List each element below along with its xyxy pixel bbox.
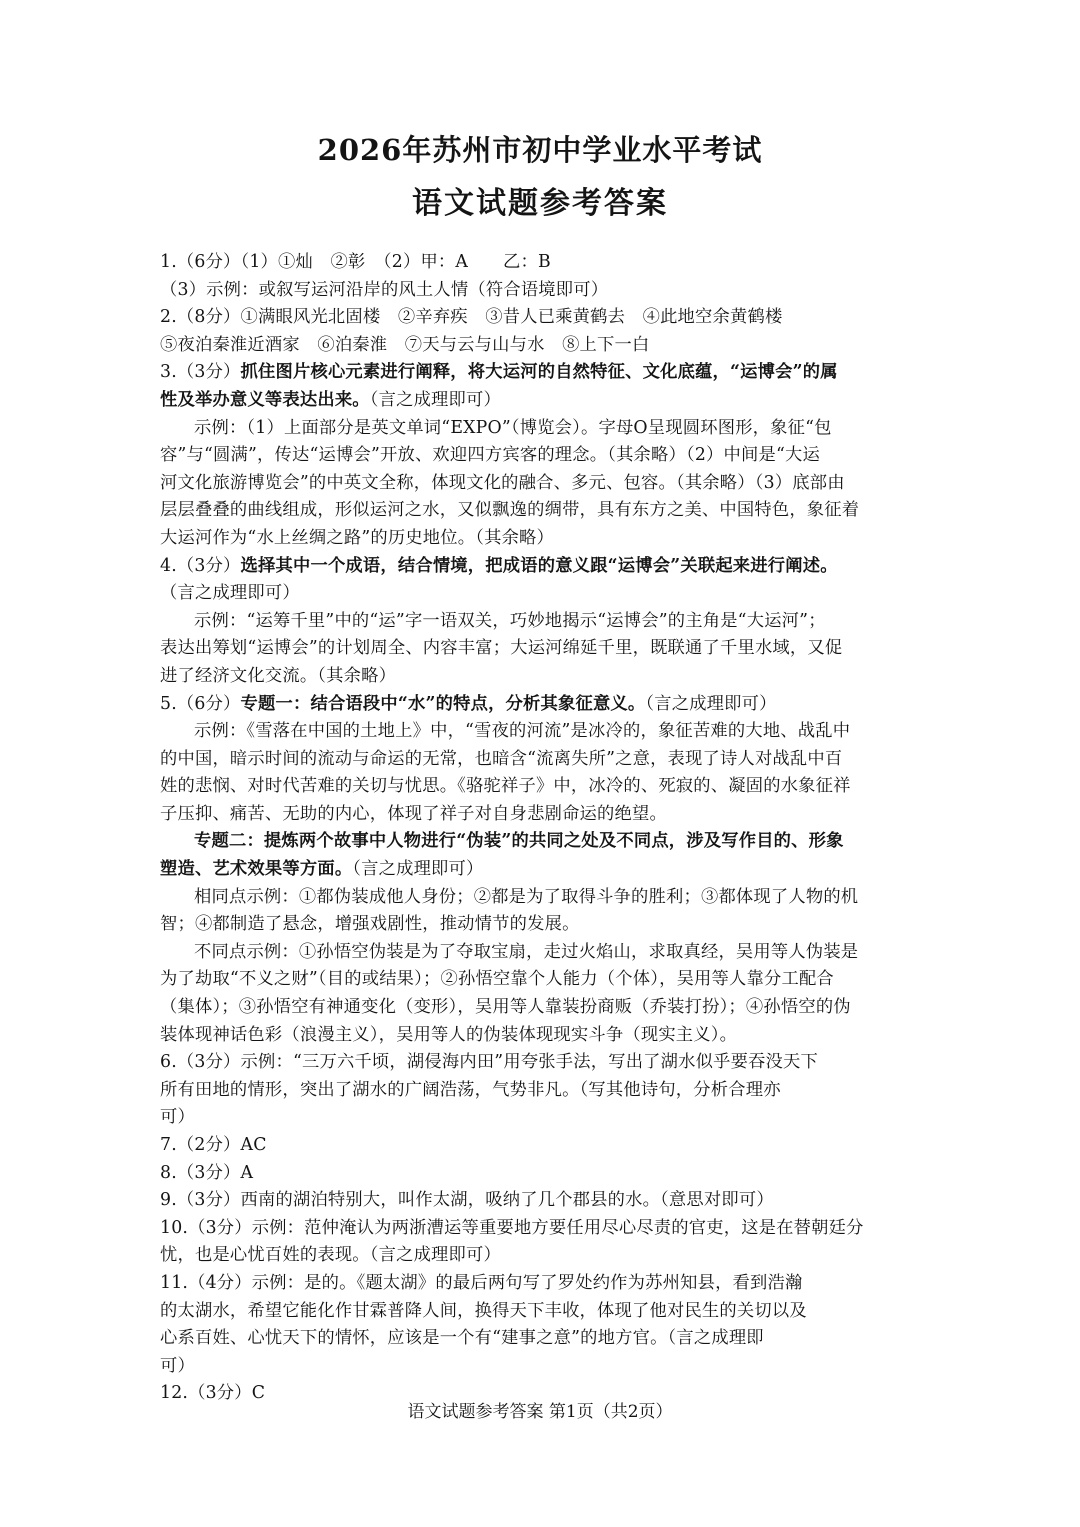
line-text: 进了经济文化交流。（其余略） [160,665,397,686]
text-line [160,911,920,939]
line-text: 装体现神话色彩（浪漫主义），吴用等人的伪装体现现实斗争（现实主义）。 [160,1024,738,1045]
line-text: 可） [160,1107,195,1128]
answer-content [160,249,920,1408]
text-line [160,1077,920,1105]
document-subtitle: 语文试题参考答案 [412,186,668,221]
line-text: 12.（3分）C [160,1383,266,1404]
line-text: 为了劫取“不义之财”（目的或结果）；②孙悟空靠个人能力（个体），吴用等人靠分工配合 [160,969,834,990]
line-text: 1.（6分）（1）①灿 ②彰 （2）甲：A 乙：B [160,252,551,272]
question-number: 5.（6分） [160,693,241,714]
grading-note: （言之成理即可） [369,389,501,410]
text-line [160,828,920,856]
text-line [160,304,920,332]
text-line [160,1242,920,1270]
line-text: 8.（3分）A [160,1162,254,1183]
line-text: 相同点示例：①都伪装成他人身份；②都是为了取得斗争的胜利；③都体现了人物的机 [194,886,859,907]
line-text: （集体）；③孙悟空有神通变化（变形），吴用等人靠装扮商贩（乔装打扮）；④孙悟空的伪 [160,997,851,1018]
text-line [160,801,920,829]
text-line [160,1132,920,1160]
text-line [160,608,920,636]
title-block [0,128,1080,226]
text-line [160,1270,920,1298]
line-text: 心系百姓、心忧天下的情怀，应该是一个有“建事之意”的地方官。（言之成理即 [160,1328,764,1349]
text-line [160,994,920,1022]
text-line [160,635,920,663]
scoring-criteria: 塑造、艺术效果等方面。 [160,859,353,880]
scoring-criteria: 性及举办意义等表达出来。 [160,389,370,410]
scoring-criteria: 抓住图片核心元素进行阐释，将大运河的自然特征、文化底蕴，“运博会”的属 [240,362,838,383]
scoring-criteria: 选择其中一个成语，结合情境，把成语的意义跟“运博会”关联起来进行阐述。 [240,555,838,576]
text-line [160,249,920,277]
line-text: 6.（3分）示例：“三万六千顷，湖侵海内田”用夸张手法，写出了湖水似乎要吞没天下 [160,1052,818,1073]
text-line [160,415,920,443]
line-text: 的中国，暗示时间的流动与命运的无常，也暗含“流离失所”之意，表现了诗人对战乱中百 [160,748,843,769]
text-line [160,387,920,415]
line-text: 示例：（1）上面部分是英文单词“EXPO”（博览会）。字母O呈现圆环图形，象征“包 [194,417,832,438]
text-line [160,332,920,360]
line-text: 10.（3分）示例：范仲淹认为两浙漕运等重要地方要任用尽心尽责的官吏，这是在替朝廷分 [160,1217,864,1238]
line-text: 姓的悲悯、对时代苦难的关切与忧思。《骆驼祥子》中，冰冷的、死寂的、凝固的水象征祥 [160,776,851,797]
text-line [160,553,920,581]
text-line [160,1325,920,1353]
text-line [160,1187,920,1215]
grading-note: （言之成理即可） [352,859,484,880]
question-number: 3.（3分） [160,362,241,383]
text-line [160,442,920,470]
text-line [160,1022,920,1050]
line-text: 的太湖水，希望它能化作甘霖普降人间，换得天下丰收，体现了他对民生的关切以及 [160,1300,807,1321]
text-line [160,1215,920,1243]
line-text: （3）示例：或叙写运河沿岸的风土人情（符合语境即可） [160,279,609,300]
page-footer: 语文试题参考答案 第1页（共2页） [407,1402,673,1422]
question-number: 4.（3分） [160,555,241,576]
text-line [160,939,920,967]
text-line [160,1298,920,1326]
text-line [160,277,920,305]
line-text: 智；④都制造了悬念，增强戏剧性，推动情节的发展。 [160,914,580,935]
grading-note: （言之成理即可） [645,693,777,714]
line-text: 层层叠叠的曲线组成，形似运河之水，又似飘逸的绸带，具有东方之美、中国特色，象征着 [160,500,860,521]
text-line [160,773,920,801]
line-text: 示例：“运筹千里”中的“运”字一语双关，巧妙地揭示“运博会”的主角是“大运河”； [194,610,826,631]
line-text: （言之成理即可） [160,583,300,604]
text-line [160,1104,920,1132]
text-line [160,525,920,553]
line-text: 所有田地的情形，突出了湖水的广阔浩荡，气势非凡。（写其他诗句，分析合理亦 [160,1079,781,1100]
line-text: 7.（2分）AC [160,1135,267,1155]
text-line [160,966,920,994]
text-line [160,746,920,774]
line-text: 河文化旅游博览会”的中英文全称，体现文化的融合、多元、包容。（其余略）（3）底部由 [160,472,845,493]
text-line [160,580,920,608]
text-line [160,663,920,691]
line-text: 可） [160,1355,195,1376]
text-line [160,470,920,498]
line-text: 忧，也是心忧百姓的表现。（言之成理即可） [160,1245,501,1266]
text-line [160,691,920,719]
line-text: 不同点示例：①孙悟空伪装是为了夺取宝扇，走过火焰山，求取真经，吴用等人伪装是 [194,941,859,962]
line-text: 表达出筹划“运博会”的计划周全、内容丰富；大运河绵延千里，既联通了千里水域，又促 [160,638,843,659]
text-line [160,359,920,387]
text-line [160,1049,920,1077]
line-text: 子压抑、痛苦、无助的内心，体现了祥子对自身悲剧命运的绝望。 [160,803,667,824]
exam-title: 2026年苏州市初中学业水平考试 [317,133,763,167]
line-text: 9.（3分）西南的湖泊特别大，叫作太湖，吸纳了几个郡县的水。（意思对即可） [160,1190,774,1211]
scoring-criteria: 专题二：提炼两个故事中人物进行“伪装”的共同之处及不同点，涉及写作目的、形象 [194,831,844,852]
line-text: 11.（4分）示例：是的。《题太湖》的最后两句写了罗处约作为苏州知县，看到浩瀚 [160,1272,803,1293]
line-text: ⑤夜泊秦淮近酒家 ⑥泊秦淮 ⑦天与云与山与水 ⑧上下一白 [160,334,650,355]
line-text: 示例：《雪落在中国的土地上》中，“雪夜的河流”是冰冷的，象征苦难的大地、战乱中 [194,721,851,742]
line-text: 大运河作为“水上丝绸之路”的历史地位。（其余略） [160,527,555,548]
line-text: 容”与“圆满”，传达“运博会”开放、欢迎四方宾客的理念。（其余略）（2）中间是“大运 [160,445,820,466]
line-text: 2.（8分）①满眼风光北固楼 ②辛弃疾 ③昔人已乘黄鹤去 ④此地空余黄鹤楼 [160,307,783,328]
scoring-criteria: 专题一：结合语段中“水”的特点，分析其象征意义。 [240,693,646,714]
text-line [160,718,920,746]
text-line [160,497,920,525]
text-line [160,856,920,884]
text-line [160,1160,920,1188]
text-line [160,884,920,912]
text-line [160,1353,920,1381]
